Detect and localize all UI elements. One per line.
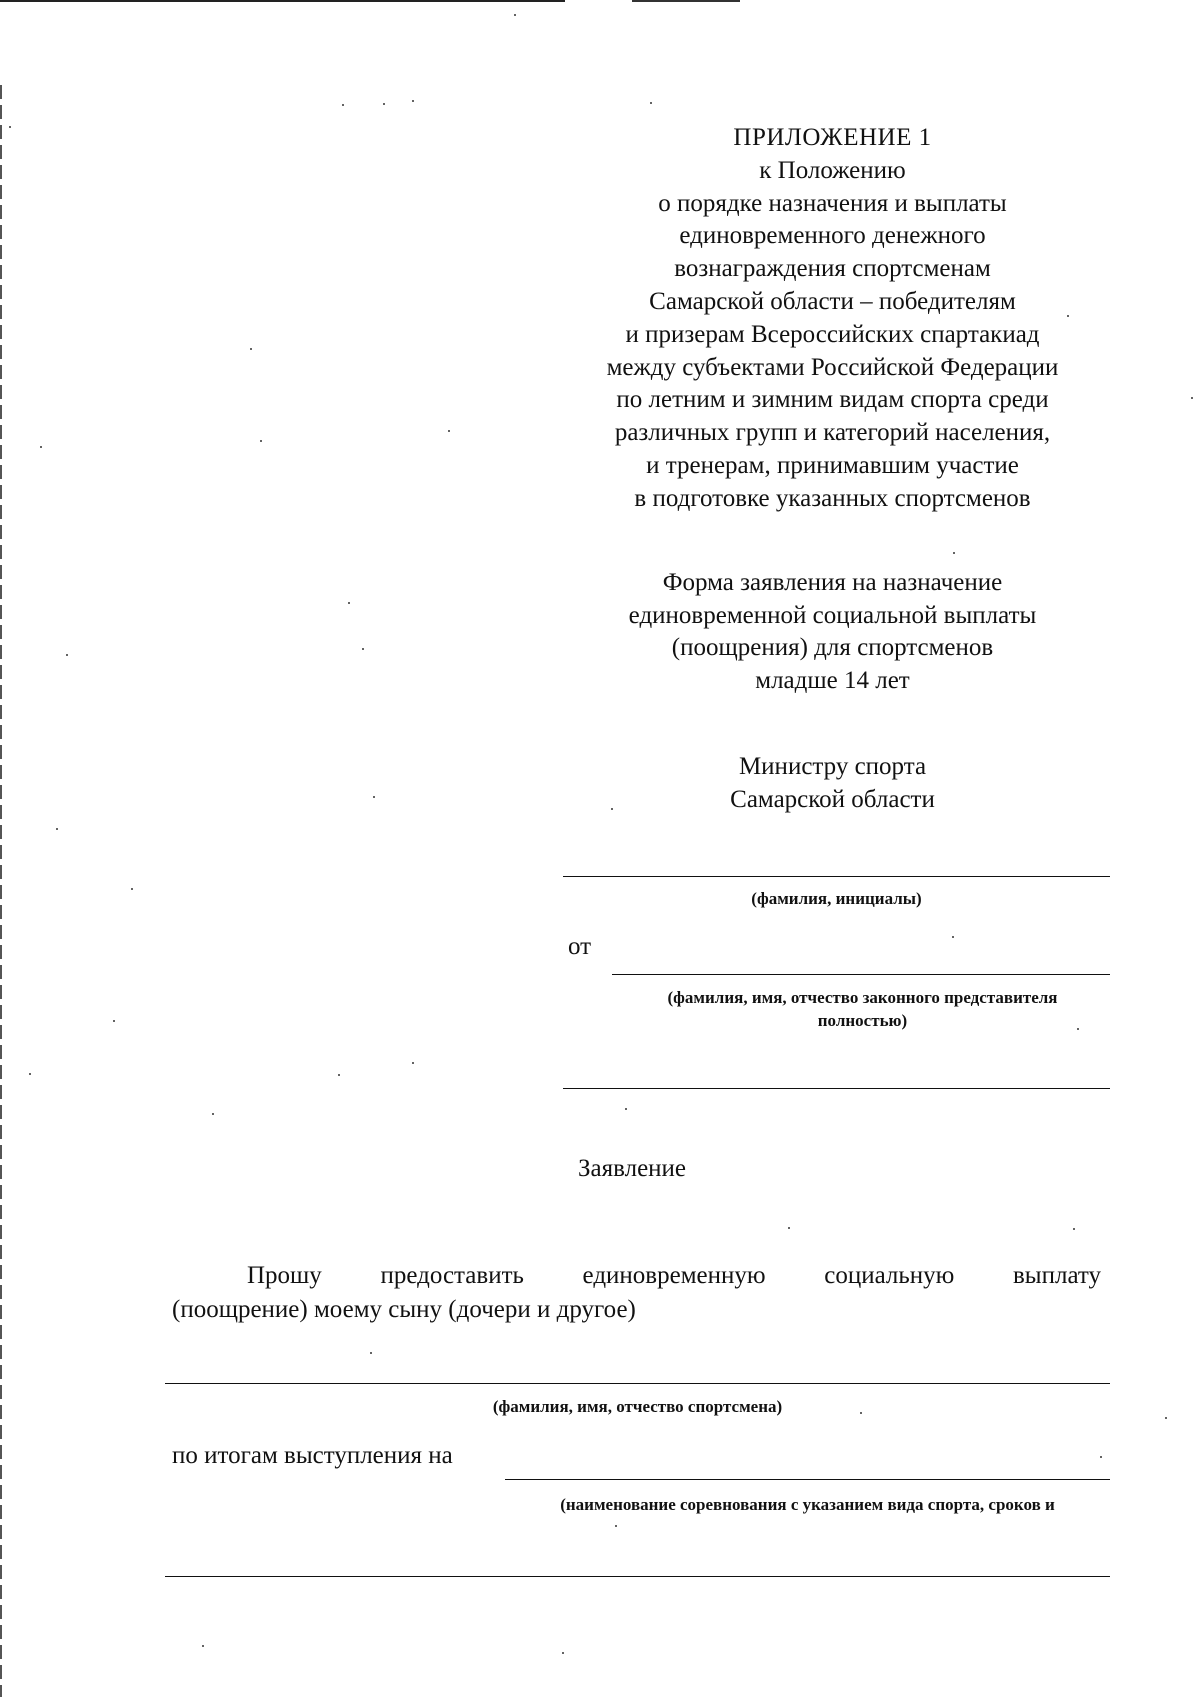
appendix-line: единовременного денежного <box>679 222 986 250</box>
scan-speck <box>650 102 652 104</box>
scan-speck <box>448 430 450 432</box>
scan-speck <box>412 1062 414 1064</box>
representative-caption <box>620 986 1105 1032</box>
appendix-line: к Положению <box>759 156 906 184</box>
scan-speck <box>131 888 133 890</box>
form-title-line: Форма заявления на назначение <box>662 569 1003 596</box>
scan-speck <box>1165 1417 1167 1419</box>
scan-speck <box>40 446 42 448</box>
scan-speck <box>412 100 414 102</box>
scan-speck <box>953 552 955 554</box>
appendix-header <box>555 122 1110 516</box>
competition-extra-field[interactable] <box>165 1576 1110 1577</box>
addressee-line: Самарской области <box>730 785 935 813</box>
scan-speck <box>338 1074 340 1076</box>
scan-speck <box>788 1227 790 1229</box>
scan-speck <box>342 104 344 106</box>
appendix-line: в подготовке указанных спортсменов <box>634 484 1031 512</box>
minister-name-field[interactable] <box>563 876 1110 877</box>
statement-text <box>172 1259 1101 1327</box>
scan-speck <box>260 440 262 442</box>
scan-speck <box>952 936 954 938</box>
scan-edge-mark <box>632 0 740 2</box>
appendix-line: и тренерам, принимавшим участие <box>646 451 1019 479</box>
minister-name-caption: (фамилия, инициалы) <box>751 889 922 908</box>
appendix-line: Самарской области – победителям <box>649 287 1016 315</box>
representative-caption-line: (фамилия, имя, отчество законного представителя <box>667 988 1058 1007</box>
addressee-line: Министру спорта <box>738 753 927 780</box>
scan-speck <box>1100 1456 1102 1458</box>
appendix-line: и призерам Всероссийских спартакиад <box>625 320 1040 348</box>
scan-speck <box>212 1113 214 1115</box>
addressee-block <box>555 751 1110 816</box>
scan-speck <box>362 648 364 650</box>
athlete-name-field[interactable] <box>165 1383 1110 1384</box>
scan-speck <box>562 1652 564 1654</box>
scan-speck <box>1073 1228 1075 1230</box>
appendix-line: вознаграждения спортсменам <box>674 255 991 283</box>
scan-speck <box>383 103 385 105</box>
representative-name-field[interactable] <box>612 974 1110 975</box>
scan-speck <box>202 1645 204 1647</box>
appendix-heading: ПРИЛОЖЕНИЕ 1 <box>733 124 932 151</box>
scan-left-edge <box>0 85 2 1697</box>
scan-speck <box>348 602 350 604</box>
representative-extra-field[interactable] <box>563 1088 1110 1089</box>
competition-caption: (наименование соревнования с указанием вида спорта, сроков и <box>560 1495 1055 1514</box>
form-title-line: (поощрения) для спортсменов <box>671 634 994 661</box>
from-label: от <box>568 933 592 960</box>
scan-speck <box>56 828 58 830</box>
appendix-line: по летним и зимним видам спорта среди <box>616 386 1049 414</box>
appendix-line: о порядке назначения и выплаты <box>658 189 1007 217</box>
scan-speck <box>1191 397 1193 399</box>
competition-field[interactable] <box>505 1479 1110 1480</box>
form-title-line: младше 14 лет <box>755 666 910 694</box>
scan-speck <box>373 796 375 798</box>
appendix-line: между субъектами Российской Федерации <box>606 353 1059 381</box>
athlete-name-caption: (фамилия, имя, отчество спортсмена) <box>492 1397 783 1416</box>
scan-speck <box>514 14 516 16</box>
appendix-line: различных групп и категорий населения, <box>614 419 1051 447</box>
statement-title: Заявление <box>578 1155 687 1182</box>
scan-speck <box>29 1073 31 1075</box>
form-title <box>555 567 1110 697</box>
statement-line: (поощрение) моему сыну (дочери и другое) <box>172 1296 636 1323</box>
scan-speck <box>250 348 252 350</box>
scan-speck <box>370 1352 372 1354</box>
representative-caption-line: полностью) <box>817 1011 908 1030</box>
scan-speck <box>615 1525 617 1527</box>
scan-speck <box>9 126 11 128</box>
results-label: по итогам выступления на <box>172 1442 453 1469</box>
statement-line: Прошу предоставить единовременную социальную выплату <box>247 1262 1101 1289</box>
scan-edge-line <box>0 0 565 2</box>
scan-speck <box>66 654 68 656</box>
form-title-line: единовременной социальной выплаты <box>628 601 1037 629</box>
scan-speck <box>625 1108 627 1110</box>
scan-speck <box>113 1020 115 1022</box>
